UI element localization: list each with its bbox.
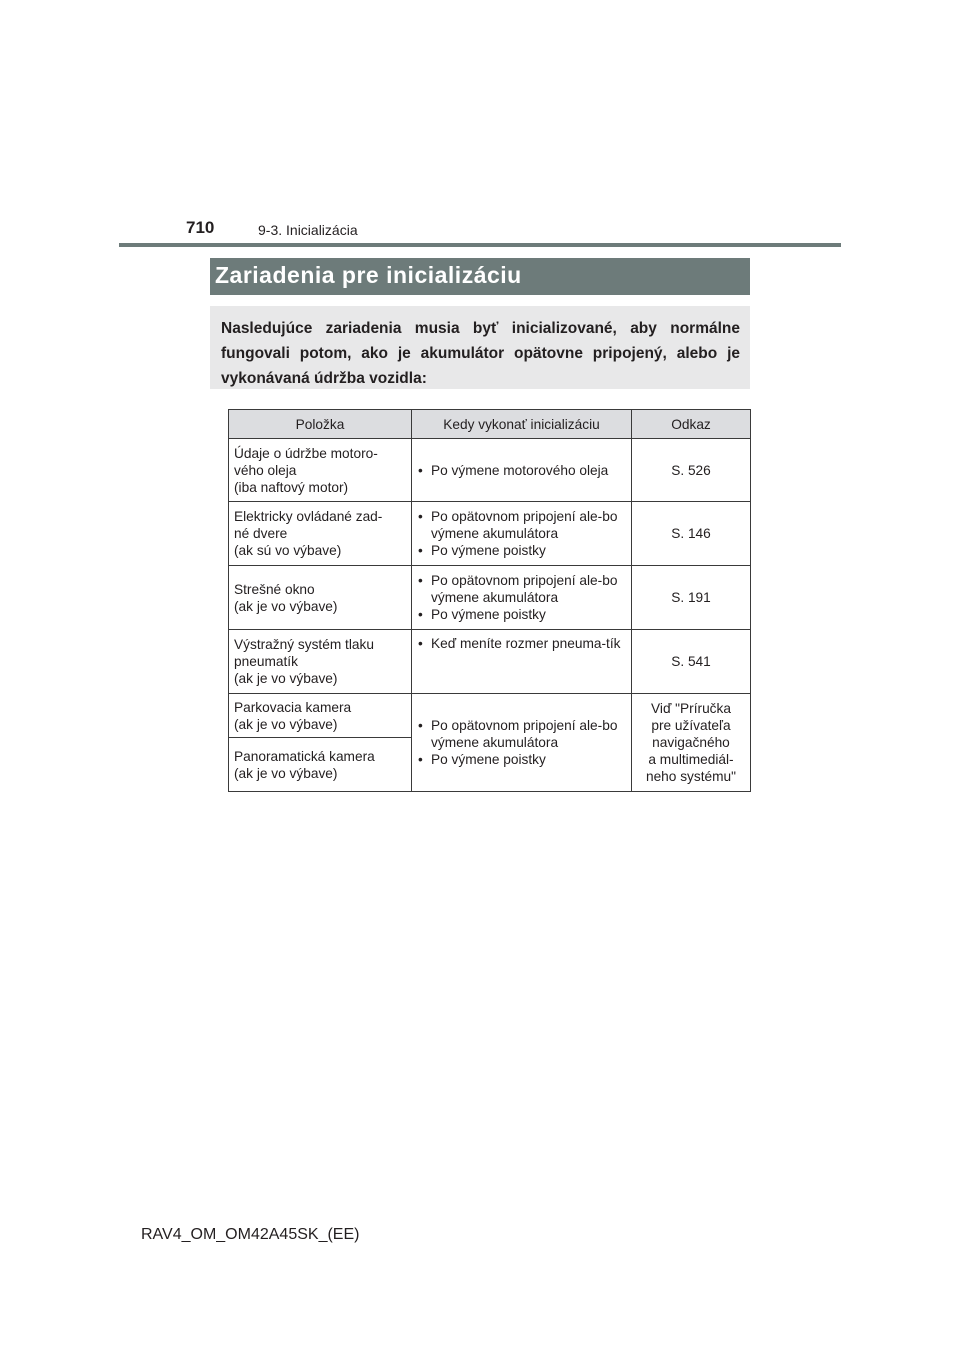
reference-line: Viď "Príručka	[651, 701, 731, 716]
reference-cell	[632, 630, 751, 694]
when-cell	[412, 439, 632, 502]
item-line: (ak je vo výbave)	[234, 671, 338, 686]
page-reference: S. 191	[671, 590, 711, 605]
reference-cell	[632, 439, 751, 502]
column-header-item: Položka	[229, 410, 412, 439]
intro-box	[210, 306, 750, 389]
item-line: Údaje o údržbe motoro-	[234, 445, 378, 461]
table-header-row	[229, 410, 751, 439]
when-bullet: • Po opätovnom pripojení ale-bo výmene akumulátora	[417, 717, 626, 751]
item-cell	[229, 502, 412, 566]
page-reference: S. 541	[671, 654, 711, 669]
table-row	[229, 502, 751, 566]
page-reference: S. 526	[671, 462, 711, 478]
item-cell	[229, 566, 412, 630]
item-cell	[229, 694, 412, 738]
when-bullet: • Po opätovnom pripojení ale-bo výmene akumulátora	[417, 572, 626, 606]
item-line: Výstražný systém tlaku	[234, 637, 374, 652]
reference-cell	[632, 566, 751, 630]
item-line: Elektricky ovládané zad-	[234, 509, 383, 524]
item-line: (ak je vo výbave)	[234, 716, 338, 732]
reference-line: neho systému"	[645, 769, 737, 784]
table-row	[229, 566, 751, 630]
initialization-table	[228, 409, 751, 792]
when-bullet: • Keď meníte rozmer pneuma-tík	[417, 635, 626, 652]
page-title: Zariadenia pre inicializáciu	[215, 262, 522, 288]
page-reference: S. 146	[671, 526, 711, 541]
when-cell	[412, 566, 632, 630]
header-rule	[119, 243, 841, 247]
item-line: vého oleja	[234, 462, 297, 478]
table-row	[229, 694, 751, 738]
when-bullet: • Po výmene poistky	[417, 606, 626, 623]
table-row	[229, 439, 751, 502]
reference-line: navigačného	[652, 735, 730, 750]
item-line: pneumatík	[234, 654, 298, 669]
when-bullet: • Po opätovnom pripojení ale-bo výmene akumulátora	[417, 508, 626, 542]
item-line: né dvere	[234, 526, 288, 541]
reference-line: a multimediál-	[648, 752, 734, 767]
reference-line: pre užívateľa	[651, 718, 731, 733]
when-cell	[412, 502, 632, 566]
item-line: (ak je vo výbave)	[234, 598, 338, 614]
item-cell	[229, 738, 412, 792]
item-line: (ak je vo výbave)	[234, 765, 338, 781]
item-line: Panoramatická kamera	[234, 748, 375, 764]
reference-cell	[632, 502, 751, 566]
item-cell	[229, 630, 412, 694]
reference-cell	[632, 694, 751, 792]
section-label: 9-3. Inicializácia	[258, 222, 358, 238]
when-cell	[412, 630, 632, 694]
table-row	[229, 630, 751, 694]
item-line: (iba naftový motor)	[234, 479, 349, 495]
when-cell	[412, 694, 632, 792]
item-line: Parkovacia kamera	[234, 699, 352, 715]
title-bar	[210, 258, 750, 295]
column-header-reference: Odkaz	[632, 410, 751, 439]
page-number: 710	[186, 218, 215, 237]
when-bullet: • Po výmene motorového oleja	[417, 462, 626, 479]
item-line: (ak sú vo výbave)	[234, 543, 342, 558]
column-header-when: Kedy vykonať inicializáciu	[412, 410, 632, 439]
when-bullet: • Po výmene poistky	[417, 751, 626, 768]
footer-document-code: RAV4_OM_OM42A45SK_(EE)	[141, 1226, 360, 1243]
item-cell	[229, 439, 412, 502]
intro-text: Nasledujúce zariadenia musia byť inicializované, aby normálne fungovali potom, ako je akumulátor opätovne pripojený, alebo je vykonávaná údržba vozidla:	[221, 320, 740, 387]
when-bullet: • Po výmene poistky	[417, 542, 626, 559]
item-line: Strešné okno	[234, 581, 315, 597]
